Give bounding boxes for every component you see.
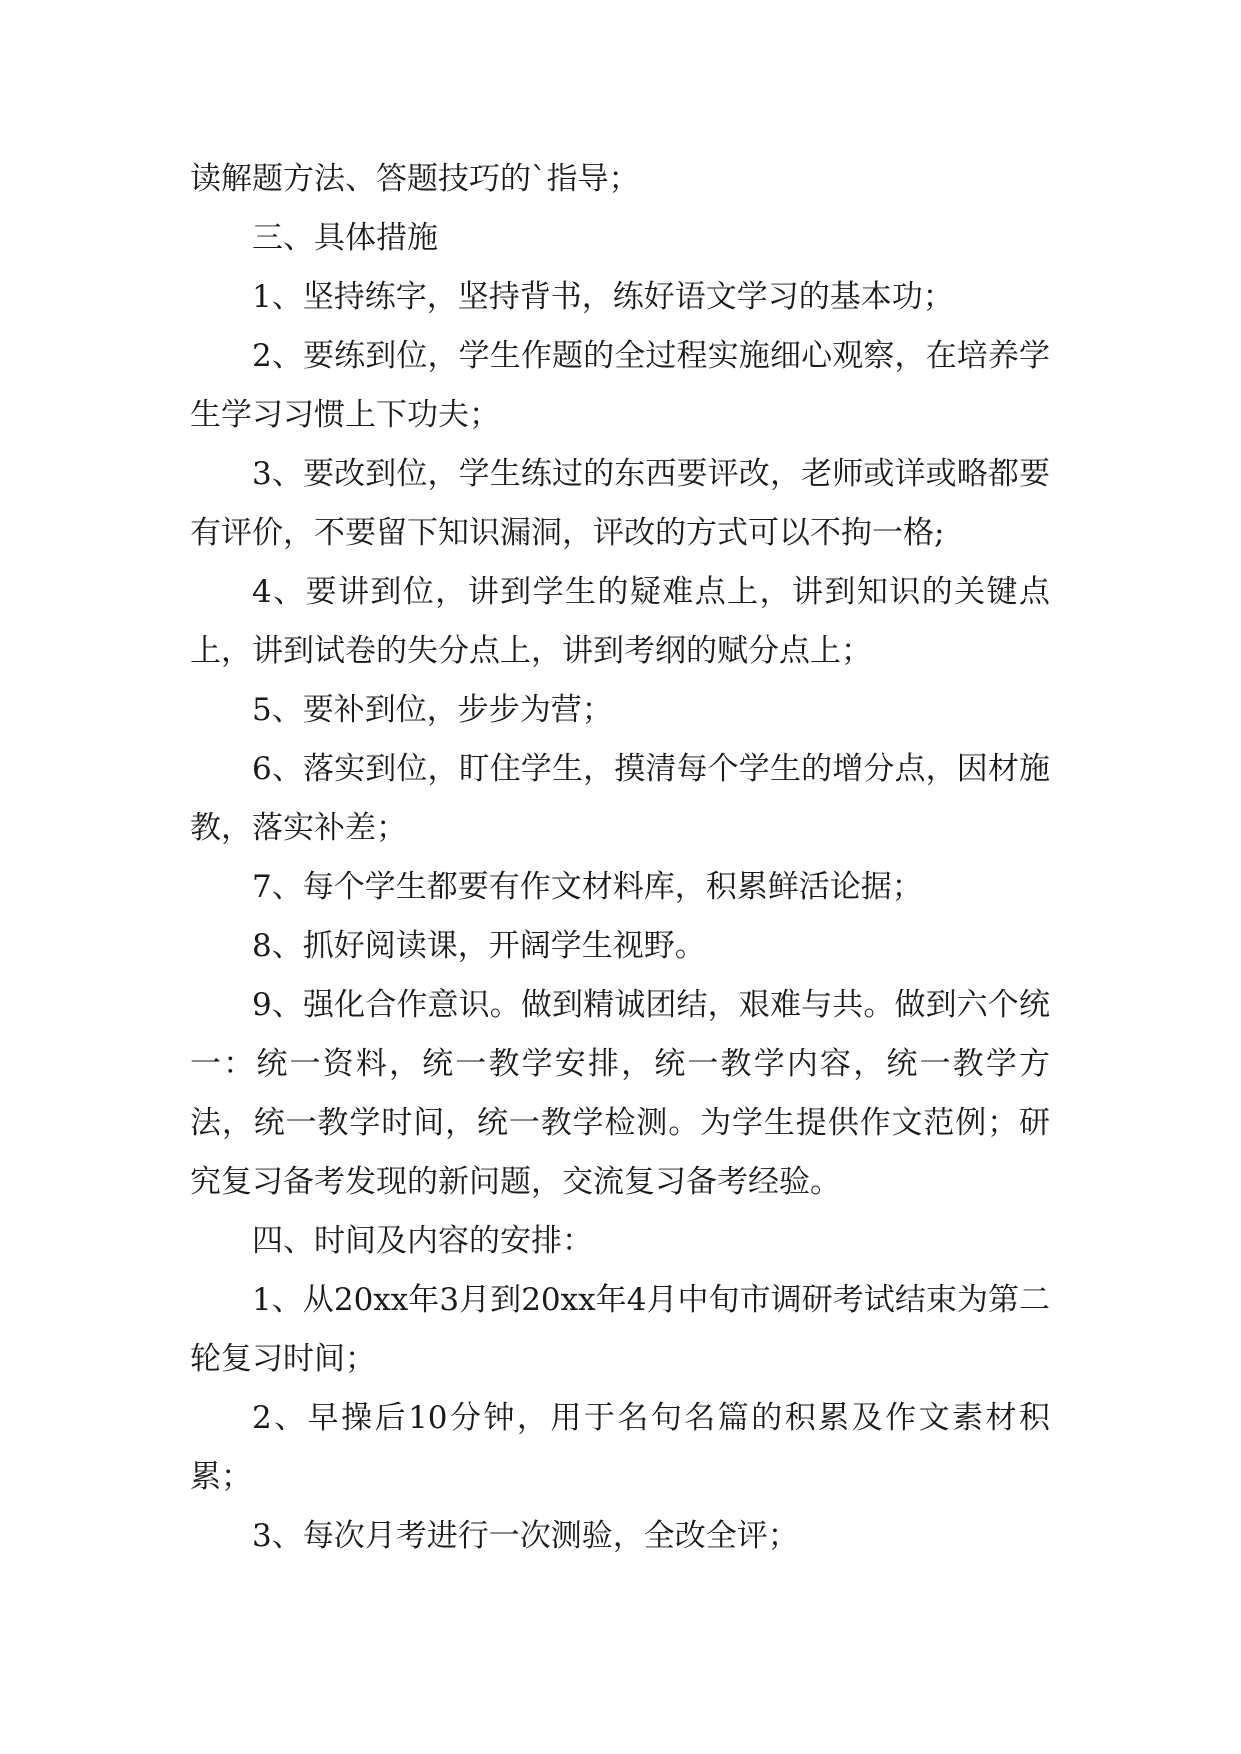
list-item-7: 7、每个学生都要有作文材料库，积累鲜活论据； <box>252 869 923 905</box>
list-item-2: 2、要练到位，学生作题的全过程实施细心观察，在培养学生学习习惯上下功夫； <box>190 338 1050 433</box>
schedule-item-2: 2、早操后10分钟，用于名句名篇的积累及作文素材积累； <box>190 1400 1050 1495</box>
document-body <box>190 150 1050 1566</box>
section-heading-schedule: 四、时间及内容的安排： <box>252 1223 593 1259</box>
schedule-item-3: 3、每次月考进行一次测验，全改全评； <box>252 1518 799 1554</box>
list-item-9: 9、强化合作意识。做到精诚团结，艰难与共。做到六个统一：统一资料，统一教学安排，统一教学内容，统一教学方法，统一教学时间，统一教学检测。为学生提供作文范例；研究复习备考发现的新问题，交流复习备考经验。 <box>190 987 1050 1200</box>
list-item-6: 6、落实到位，盯住学生，摸清每个学生的增分点，因材施教，落实补差； <box>190 751 1050 846</box>
schedule-item-1: 1、从20xx年3月到20xx年4月中旬市调研考试结束为第二轮复习时间； <box>190 1282 1050 1377</box>
section-heading-measures: 三、具体措施 <box>252 220 438 256</box>
list-item-4: 4、要讲到位，讲到学生的疑难点上，讲到知识的关键点上，讲到试卷的失分点上，讲到考纲的赋分点上； <box>190 574 1050 669</box>
list-item-3: 3、要改到位，学生练过的东西要评改，老师或详或略都要有评价，不要留下知识漏洞，评改的方式可以不拘一格; <box>190 456 1050 551</box>
list-item-1: 1、坚持练字，坚持背书，练好语文学习的基本功； <box>252 279 954 315</box>
list-item-8: 8、抓好阅读课，开阔学生视野。 <box>252 928 706 964</box>
list-item-5: 5、要补到位，步步为营； <box>252 692 613 728</box>
paragraph-continuation: 读解题方法、答题技巧的`指导； <box>190 161 640 197</box>
